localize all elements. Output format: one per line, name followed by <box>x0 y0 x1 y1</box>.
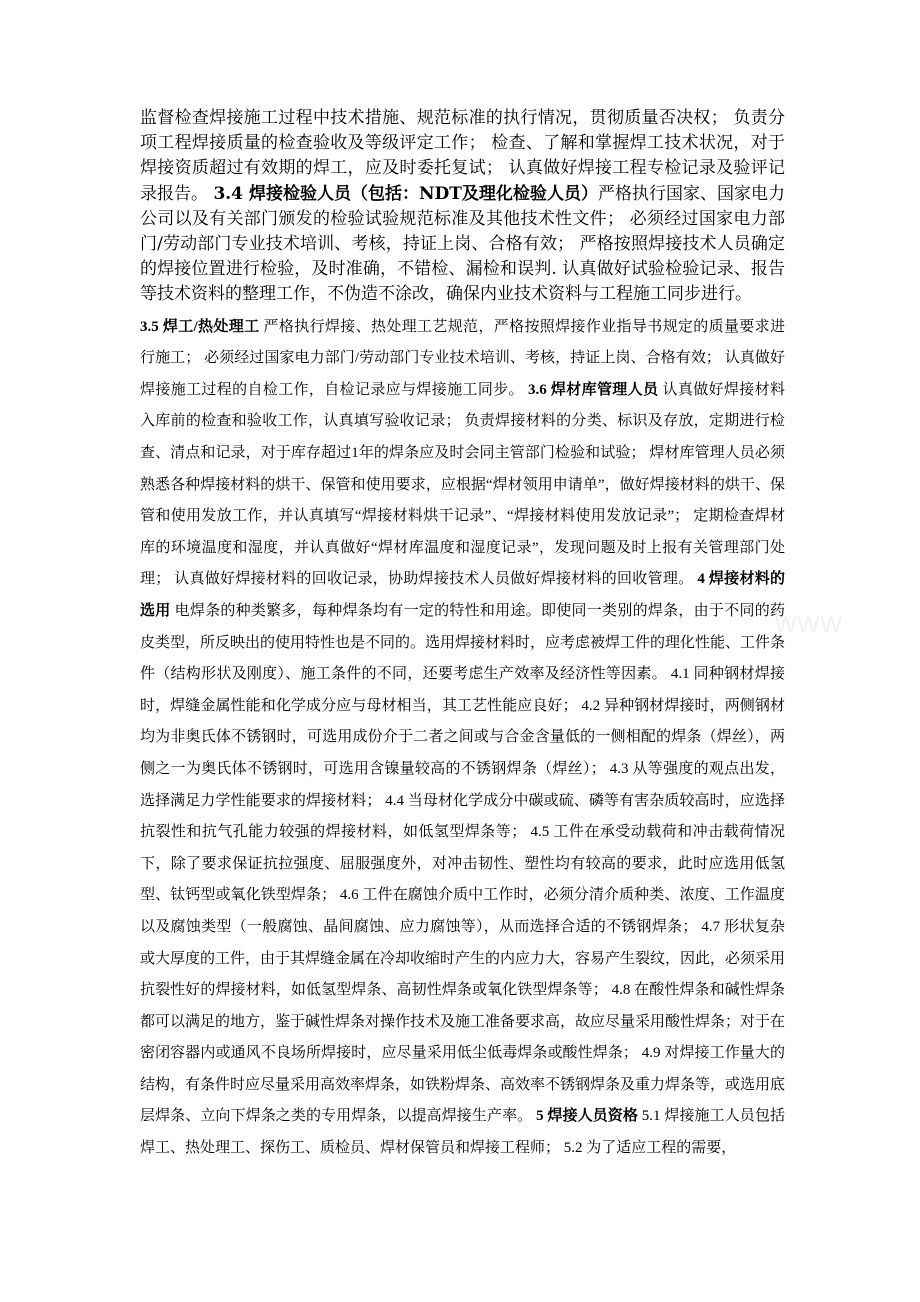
paragraph-text: 认真做好焊接材料入库前的检查和验收工作，认真填写验收记录； 负责焊接材料的分类、标识及存放，定期进行检查、清点和记录，对于库存超过1年的焊条应及时会同主管部门检验和试验； 焊材库管理人员必须熟悉各种焊接材料的烘干、保管和使用要求，应根据“焊材领用申请单”，做好焊接材料的烘干、保管和使用发放工作，并认真填写“焊接材料烘干记录”、“焊接材料使用发放记录”； 定期检查焊材库的环境温度和湿度，并认真做好“焊材库温度和湿度记录”，发现问题及时上报有关管理部门处理； 认真做好焊接材料的回收记录，协助焊接技术人员做好焊接材料的回收管理。 <box>140 381 785 588</box>
paragraph-welders-and-materials <box>140 312 785 1165</box>
paragraph-text: 5.1 焊接施工人员包括焊工、热处理工、探伤工、质检员、焊材保管员和焊接工程师； 5.2 为了适应工程的需要， <box>140 1108 785 1157</box>
paragraph-text: 严格执行焊接、热处理工艺规范，严格按照焊接作业指导书规定的质量要求进行施工； 必须经过国家电力部门/劳动部门专业技术培训、考核，持证上岗、合格有效； 认真做好焊接施工过程的自检工作，自检记录应与焊接施工同步。 <box>140 318 785 398</box>
paragraph-inspection-duties <box>140 106 785 308</box>
section-heading-4: 4 焊接材料的选用 <box>140 571 785 619</box>
section-heading-3-5: 3.5 焊工/热处理工 <box>140 318 260 335</box>
paragraph-text: 电焊条的种类繁多，每种焊条均有一定的特性和用途。即使同一类别的焊条，由于不同的药皮类型，所反映出的使用特性也是不同的。选用焊接材料时，应考虑被焊工件的理化性能、工件条件（结构形状及刚度）、施工条件的不同，还要考虑生产效率及经济性等因素。 4.1 同种钢材焊接时，焊缝金属性能和化学成分应与母材相当，其工艺性能应良好； 4.2 异种钢材焊接时，两侧钢材均为非奥氏体不锈钢时，可选用成份介于二者之间或与合金含量低的一侧相配的焊条（焊丝），两侧之一为奥氏体不锈钢时，可选用含镍量较高的不锈钢焊条（焊丝）； 4.3 从等强度的观点出发，选择满足力学性能要求的焊接材料； 4.4 当母材化学成分中碳或硫、磷等有害杂质较高时，应选择抗裂性和抗气孔能力较强的焊接材料，如低氢型焊条等； 4.5 工件在承受动载荷和冲击载荷情况下，除了要求保证抗拉强度、屈服强度外，对冲击韧性、塑性均有较高的要求，此时应选用低氢型、钛钙型或氧化铁型焊条； 4.6 工件在腐蚀介质中工作时，必须分清介质种类、浓度、工作温度以及腐蚀类型（一般腐蚀、晶间腐蚀、应力腐蚀等），从而选择合适的不锈钢焊条； 4.7 形状复杂或大厚度的工件，由于其焊缝金属在冷却收缩时产生的内应力大，容易产生裂纹，因此，必须采用抗裂性好的焊接材料，如低氢型焊条、高韧性焊条或氧化铁型焊条等； 4.8 在酸性焊条和碱性焊条都可以满足的地方，鉴于碱性焊条对操作技术及施工准备要求高，故应尽量采用酸性焊条；对于在密闭容器内或通风不良场所焊接时，应尽量采用低尘低毒焊条或酸性焊条； 4.9 对焊接工作量大的结构，有条件时应尽量采用高效率焊条，如铁粉焊条、高效率不锈钢焊条及重力焊条等，或选用底层焊条、立向下焊条之类的专用焊条，以提高焊接生产率。 <box>140 602 786 1125</box>
watermark: www <box>775 606 843 639</box>
section-heading-5: 5 焊接人员资格 <box>536 1108 638 1125</box>
paragraph-text: 严格执行国家、国家电力公司以及有关部门颁发的检验试验规范标准及其他技术性文件； 必须经过国家电力部门/劳动部门专业技术培训、考核，持证上岗、合格有效； 严格按照焊接技术人员确定的焊接位置进行检验，及时准确，不错检、漏检和误判. 认真做好试验检验记录、报告等技术资料的整理工作，不伪造不涂改，确保内业技术资料与工程施工同步进行。 <box>140 183 785 305</box>
section-heading-3-6: 3.6 焊材库管理人员 <box>528 381 659 398</box>
paragraph-text: 监督检查焊接施工过程中技术措施、规范标准的执行情况，贯彻质量否决权； 负责分项工程焊接质量的检查验收及等级评定工作； 检查、了解和掌握焊工技术状况，对于焊接资质超过有效期的焊工，应及时委托复试； 认真做好焊接工程专检记录及验评记录报告。 <box>140 108 785 204</box>
section-heading-3-4: 3.4 焊接检验人员（包括：NDT及理化检验人员） <box>213 183 598 204</box>
